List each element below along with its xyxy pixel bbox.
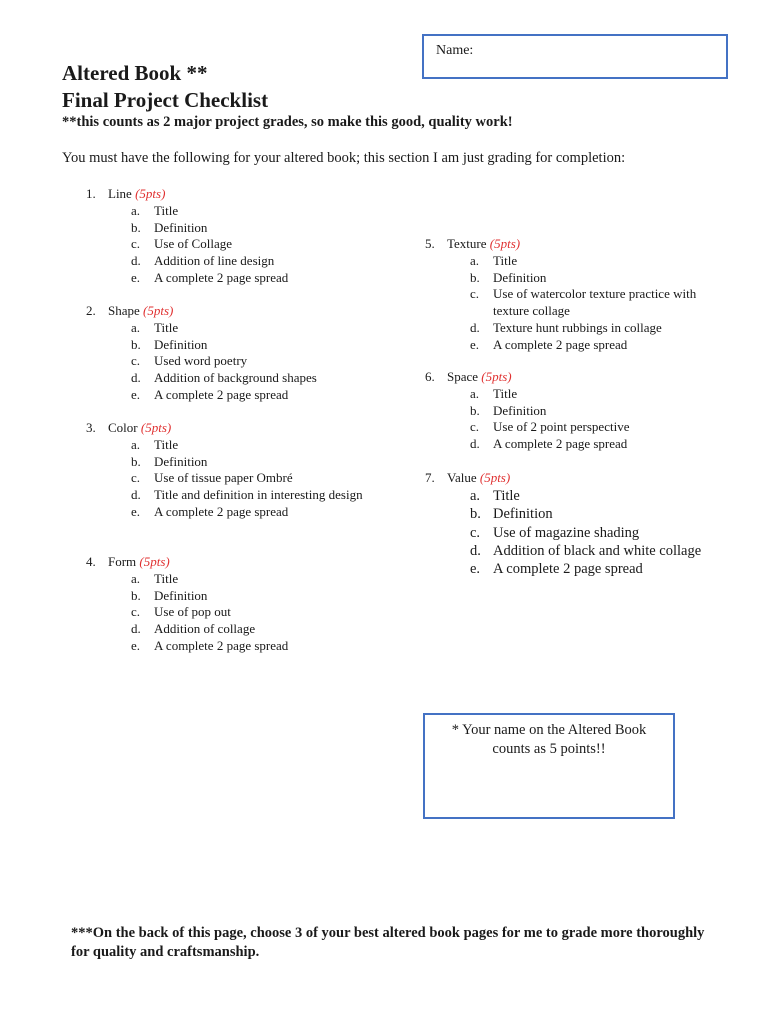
- section-number: 5.: [425, 236, 435, 251]
- section-points: (5pts): [140, 420, 172, 435]
- section-texture: [425, 236, 705, 353]
- list-item: a. Title: [131, 320, 179, 335]
- section-number: 3.: [86, 420, 96, 435]
- name-points-note: [423, 713, 675, 819]
- list-item: b. Definition: [131, 336, 208, 352]
- list-item: c. Use of 2 point perspective: [470, 419, 630, 435]
- list-item: e. A complete 2 page spread: [131, 637, 289, 653]
- list-item: d. Addition of collage: [131, 621, 256, 637]
- list-item: a. Title: [470, 488, 520, 504]
- section-points: (5pts): [481, 369, 512, 384]
- section-points: (5pts): [489, 236, 521, 251]
- list-item: a. Title: [131, 571, 179, 586]
- title-line-1: Altered Book **: [62, 61, 208, 85]
- list-item: e. A complete 2 page spread: [470, 336, 628, 352]
- section-number: 1.: [86, 186, 96, 201]
- section-number: 7.: [425, 470, 435, 485]
- list-item: c. Use of Collage: [131, 236, 232, 252]
- section-number: 6.: [425, 369, 435, 384]
- subtitle: **this counts as 2 major project grades, so make this good, quality work!: [62, 114, 513, 130]
- section-points: (5pts): [139, 554, 170, 569]
- list-item: c. Use of magazine shading: [470, 524, 640, 541]
- intro-text: You must have the following for your altered book; this section I am just grading for completion:: [62, 150, 626, 166]
- section-label: Line: [108, 186, 136, 201]
- list-item: a. Title: [470, 386, 518, 401]
- section-points: (5pts): [143, 303, 174, 318]
- list-item: c. Use of watercolor texture practice with texture collage: [470, 286, 697, 319]
- list-item: d. Title and definition in interesting design: [131, 487, 363, 503]
- list-item: b. Definition: [131, 219, 208, 235]
- list-item: b. Definition: [470, 402, 547, 418]
- section-points: (5pts): [135, 186, 166, 201]
- list-item: a. Title: [131, 437, 179, 452]
- page-title: [62, 60, 268, 114]
- list-item: b. Definition: [470, 506, 553, 523]
- list-item: d. Addition of line design: [131, 253, 275, 269]
- list-item: d. Addition of background shapes: [131, 370, 317, 386]
- list-item: e. A complete 2 page spread: [131, 269, 289, 285]
- section-label: Texture: [447, 236, 490, 251]
- list-item: e. A complete 2 page spread: [131, 503, 289, 519]
- list-item: d. Texture hunt rubbings in collage: [470, 319, 662, 335]
- section-number: 4.: [86, 554, 96, 569]
- list-item: b. Definition: [131, 453, 208, 469]
- section-label: Value: [447, 470, 480, 485]
- section-label: Form: [108, 554, 140, 569]
- title-line-2: Final Project Checklist: [62, 88, 269, 112]
- list-item: d. Addition of black and white collage: [470, 542, 702, 559]
- list-item: e. A complete 2 page spread: [470, 561, 643, 578]
- note-text: * Your name on the Altered Book counts as 5 points!!: [451, 722, 647, 757]
- section-label: Shape: [108, 303, 144, 318]
- list-item: b. Definition: [131, 587, 208, 603]
- list-item: c. Used word poetry: [131, 353, 248, 369]
- list-item: a. Title: [131, 203, 179, 218]
- list-item: a. Title: [470, 253, 518, 268]
- section-points: (5pts): [479, 470, 511, 485]
- name-field-box: [422, 34, 728, 79]
- section-value: [425, 469, 715, 578]
- list-item: c. Use of pop out: [131, 604, 231, 620]
- footer-instructions: ***On the back of this page, choose 3 of your best altered book pages for me to grade more thoroughly for quality and craftsmanship.: [71, 925, 705, 960]
- section-space: [425, 369, 715, 453]
- list-item: c. Use of tissue paper Ombré: [131, 470, 293, 486]
- section-number: 2.: [86, 303, 96, 318]
- section-label: Color: [108, 420, 141, 435]
- list-item: e. A complete 2 page spread: [131, 386, 289, 402]
- section-label: Space: [447, 369, 482, 384]
- section-color: [86, 420, 366, 521]
- section-line: [86, 186, 376, 287]
- name-label: Name:: [436, 43, 474, 58]
- list-item: d. A complete 2 page spread: [470, 436, 628, 452]
- section-form: [86, 554, 376, 655]
- section-shape: [86, 303, 376, 404]
- list-item: b. Definition: [470, 269, 547, 285]
